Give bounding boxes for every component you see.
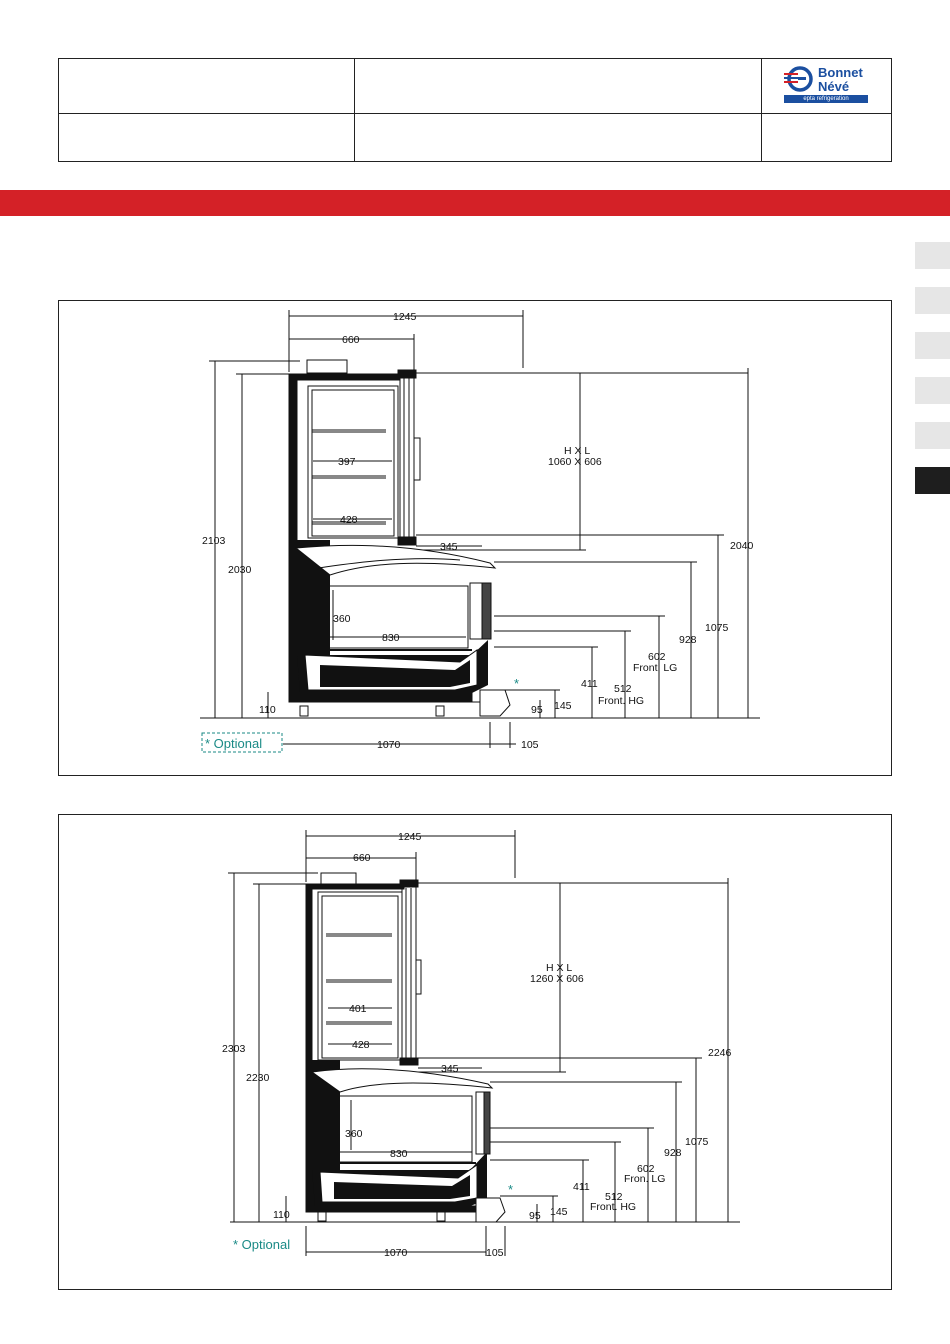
optional-label: * Optional <box>205 736 263 751</box>
dim-1075: 1075 <box>685 1136 709 1148</box>
header-cell <box>59 59 354 113</box>
side-tab[interactable] <box>915 287 950 314</box>
optional-star: * <box>514 676 520 691</box>
dim-95: 95 <box>529 1210 541 1222</box>
dim-shelf-lower: 428 <box>340 514 358 526</box>
technical-drawing-1 <box>59 301 891 775</box>
door-size-label: H X L <box>564 445 591 457</box>
dim-total-height: 2303 <box>222 1043 246 1055</box>
dim-shelf-lower: 428 <box>352 1039 370 1051</box>
side-tab[interactable] <box>915 422 950 449</box>
dim-lower-offset: 345 <box>440 541 458 553</box>
drawing-frame-2 <box>58 814 892 1290</box>
label-front-hg: Front. HG <box>598 695 645 707</box>
dim-lower-offset: 345 <box>441 1063 459 1075</box>
dim-411: 411 <box>573 1181 590 1193</box>
optional-star: * <box>508 1182 514 1197</box>
dim-512: 512 <box>605 1191 623 1203</box>
dim-overall-depth: 1245 <box>393 311 417 323</box>
dim-base-depth: 1070 <box>384 1247 408 1259</box>
dim-bumper-depth: 105 <box>521 739 539 751</box>
dim-145: 145 <box>550 1206 568 1218</box>
label-front-lg: Front. LG <box>633 662 678 674</box>
dim-110: 110 <box>259 704 276 716</box>
logo-mark-icon <box>784 64 814 94</box>
dim-top-depth: 660 <box>342 334 360 346</box>
technical-drawing-2 <box>59 815 891 1289</box>
brand-tagline: epta refrigeration <box>784 95 868 103</box>
brand-name-line1: Bonnet <box>818 65 863 80</box>
dim-well-height: 360 <box>345 1128 363 1140</box>
optional-label: * Optional <box>233 1237 291 1252</box>
label-front-lg: Fron. LG <box>624 1173 666 1185</box>
dim-top-depth: 660 <box>353 852 371 864</box>
dim-928: 928 <box>679 634 697 646</box>
door-size-value: 1060 X 606 <box>548 456 602 468</box>
dim-well-height: 360 <box>333 613 351 625</box>
section-band <box>0 190 950 216</box>
dim-602: 602 <box>648 651 666 663</box>
side-tab-active[interactable] <box>915 467 950 494</box>
dim-base-depth: 1070 <box>377 739 401 751</box>
dim-well-depth: 830 <box>382 632 400 644</box>
dim-shelf-upper: 397 <box>338 456 356 468</box>
dim-512: 512 <box>614 683 632 695</box>
dim-bumper-depth: 105 <box>486 1247 504 1259</box>
dim-cabinet-height: 2230 <box>246 1072 270 1084</box>
door-size-value: 1260 X 606 <box>530 973 584 985</box>
dim-602: 602 <box>637 1163 655 1175</box>
brand-logo <box>784 64 870 106</box>
header-cell <box>59 114 354 162</box>
header-cell <box>762 114 892 162</box>
dim-opening-height: 2246 <box>708 1047 732 1059</box>
dim-cabinet-height: 2030 <box>228 564 252 576</box>
header-cell <box>355 114 761 162</box>
dim-145: 145 <box>554 700 572 712</box>
dim-95: 95 <box>531 704 543 716</box>
dim-928: 928 <box>664 1147 682 1159</box>
dim-1075: 1075 <box>705 622 729 634</box>
label-front-hg: Front. HG <box>590 1201 637 1213</box>
dim-overall-depth: 1245 <box>398 831 422 843</box>
dim-shelf-upper: 401 <box>349 1003 367 1015</box>
door-size-label: H X L <box>546 962 573 974</box>
drawing-frame-1 <box>58 300 892 776</box>
header-table <box>58 58 892 162</box>
side-tab[interactable] <box>915 242 950 269</box>
dim-total-height: 2103 <box>202 535 226 547</box>
dim-411: 411 <box>581 678 598 690</box>
header-cell <box>355 59 761 113</box>
brand-name-line2: Névé <box>818 79 850 94</box>
side-tab[interactable] <box>915 377 950 404</box>
dim-110: 110 <box>273 1209 290 1221</box>
dim-well-depth: 830 <box>390 1148 408 1160</box>
side-tab[interactable] <box>915 332 950 359</box>
dim-opening-height: 2040 <box>730 540 754 552</box>
